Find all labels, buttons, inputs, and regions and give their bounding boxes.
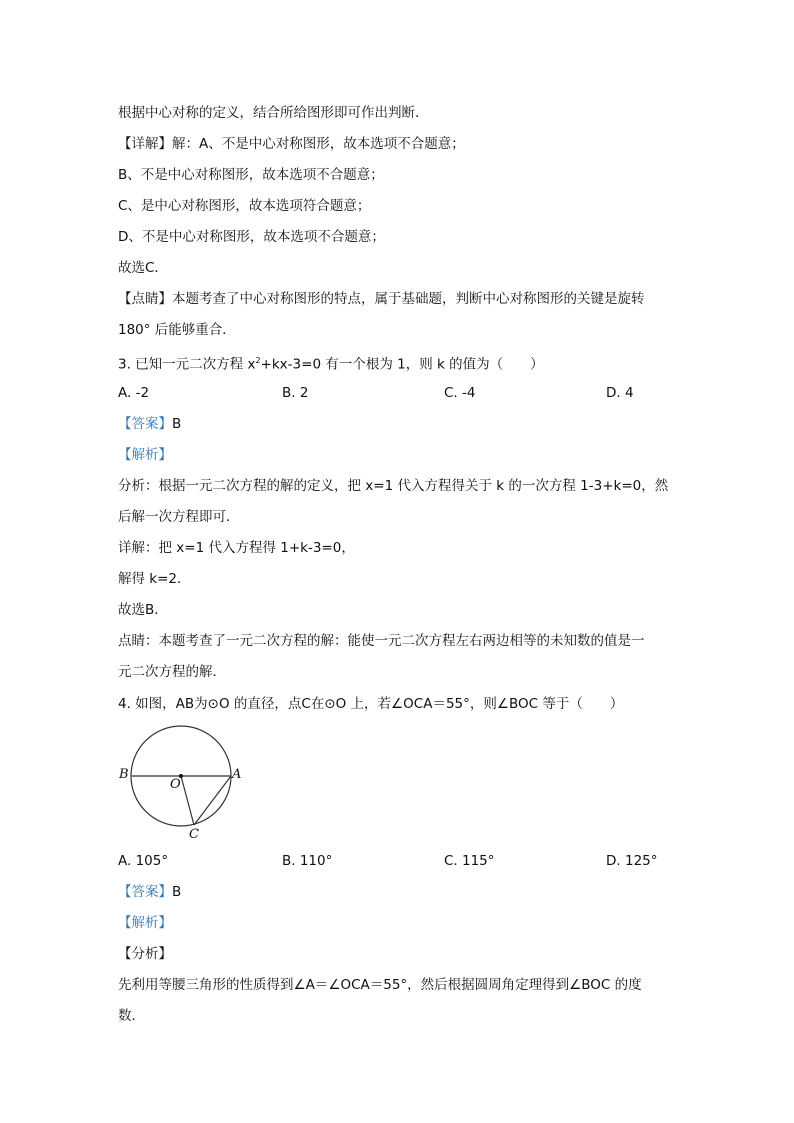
q4-stem: 4. 如图，AB为⊙O 的直径，点C在⊙O 上，若∠OCA＝55°，则∠BOC 等于（ ）: [118, 696, 624, 712]
label-a: A: [232, 767, 242, 782]
segment-oc: [181, 776, 194, 825]
q3-line: 解得 k=2．: [118, 571, 191, 587]
comment-2: 180° 后能够重合．: [118, 322, 236, 338]
q3-option-a: A. -2: [118, 385, 150, 401]
q3-option-c: C. -4: [444, 385, 476, 401]
comment-tag: 【点睛】: [118, 291, 172, 307]
answer-value: B: [172, 884, 182, 900]
q4-option-a: A. 105°: [118, 853, 169, 869]
q3-line: 分析：根据一元二次方程的解的定义，把 x=1 代入方程得关于 k 的一次方程 1-3+k=0，然: [118, 478, 669, 494]
segment-ac: [194, 776, 231, 825]
analysis-text: 根据中心对称的定义，结合所给图形即可作出判断．: [118, 105, 429, 121]
label-o: O: [170, 777, 181, 792]
detail-d: D、不是中心对称图形，故本选项不合题意；: [118, 229, 385, 245]
q3-analysis-tag: 【解析】: [118, 447, 172, 463]
q3-line: 点睛：本题考查了一元二次方程的解：能使一元二次方程左右两边相等的未知数的值是一: [118, 633, 645, 649]
q3-line: 后解一次方程即可．: [118, 509, 240, 525]
q3-stem-a: 3. 已知一元二次方程 x: [118, 356, 256, 373]
answer-value: B: [172, 416, 182, 432]
comment-1: 本题考查了中心对称图形的特点，属于基础题，判断中心对称图形的关键是旋转: [172, 291, 645, 307]
label-c: C: [189, 827, 199, 842]
q4-fenxi-tag: 【分析】: [118, 946, 172, 962]
q3-option-d: D. 4: [606, 385, 634, 401]
q3-stem-b: +kx-3=0 有一个根为 1，则 k 的值为（ ）: [260, 356, 544, 373]
answer-tag: 【答案】: [118, 416, 172, 432]
detail-b: B、不是中心对称图形，故本选项不合题意；: [118, 167, 384, 183]
detail-c: C、是中心对称图形，故本选项符合题意；: [118, 198, 371, 214]
detail-a: 解：A、不是中心对称图形，故本选项不合题意；: [172, 136, 465, 152]
q3-stem-sup: 2: [255, 356, 261, 365]
q4-analysis-tag: 【解析】: [118, 915, 172, 931]
q3-line: 详解：把 x=1 代入方程得 1+k-3=0，: [118, 540, 355, 556]
q4-option-c: C. 115°: [444, 853, 495, 869]
choose-text: 故选C．: [118, 260, 168, 276]
q4-line: 先利用等腰三角形的性质得到∠A＝∠OCA＝55°，然后根据圆周角定理得到∠BOC 的度: [118, 977, 642, 993]
q4-option-d: D. 125°: [606, 853, 658, 869]
label-b: B: [119, 767, 129, 782]
q4-option-b: B. 110°: [282, 853, 333, 869]
detail-tag: 【详解】: [118, 136, 172, 152]
answer-tag: 【答案】: [118, 884, 172, 900]
q3-line: 故选B．: [118, 602, 168, 618]
q4-answer: [118, 883, 181, 901]
q4-line: 数．: [118, 1008, 145, 1024]
q3-line: 元二次方程的解．: [118, 664, 226, 680]
q3-option-b: B. 2: [282, 385, 309, 401]
